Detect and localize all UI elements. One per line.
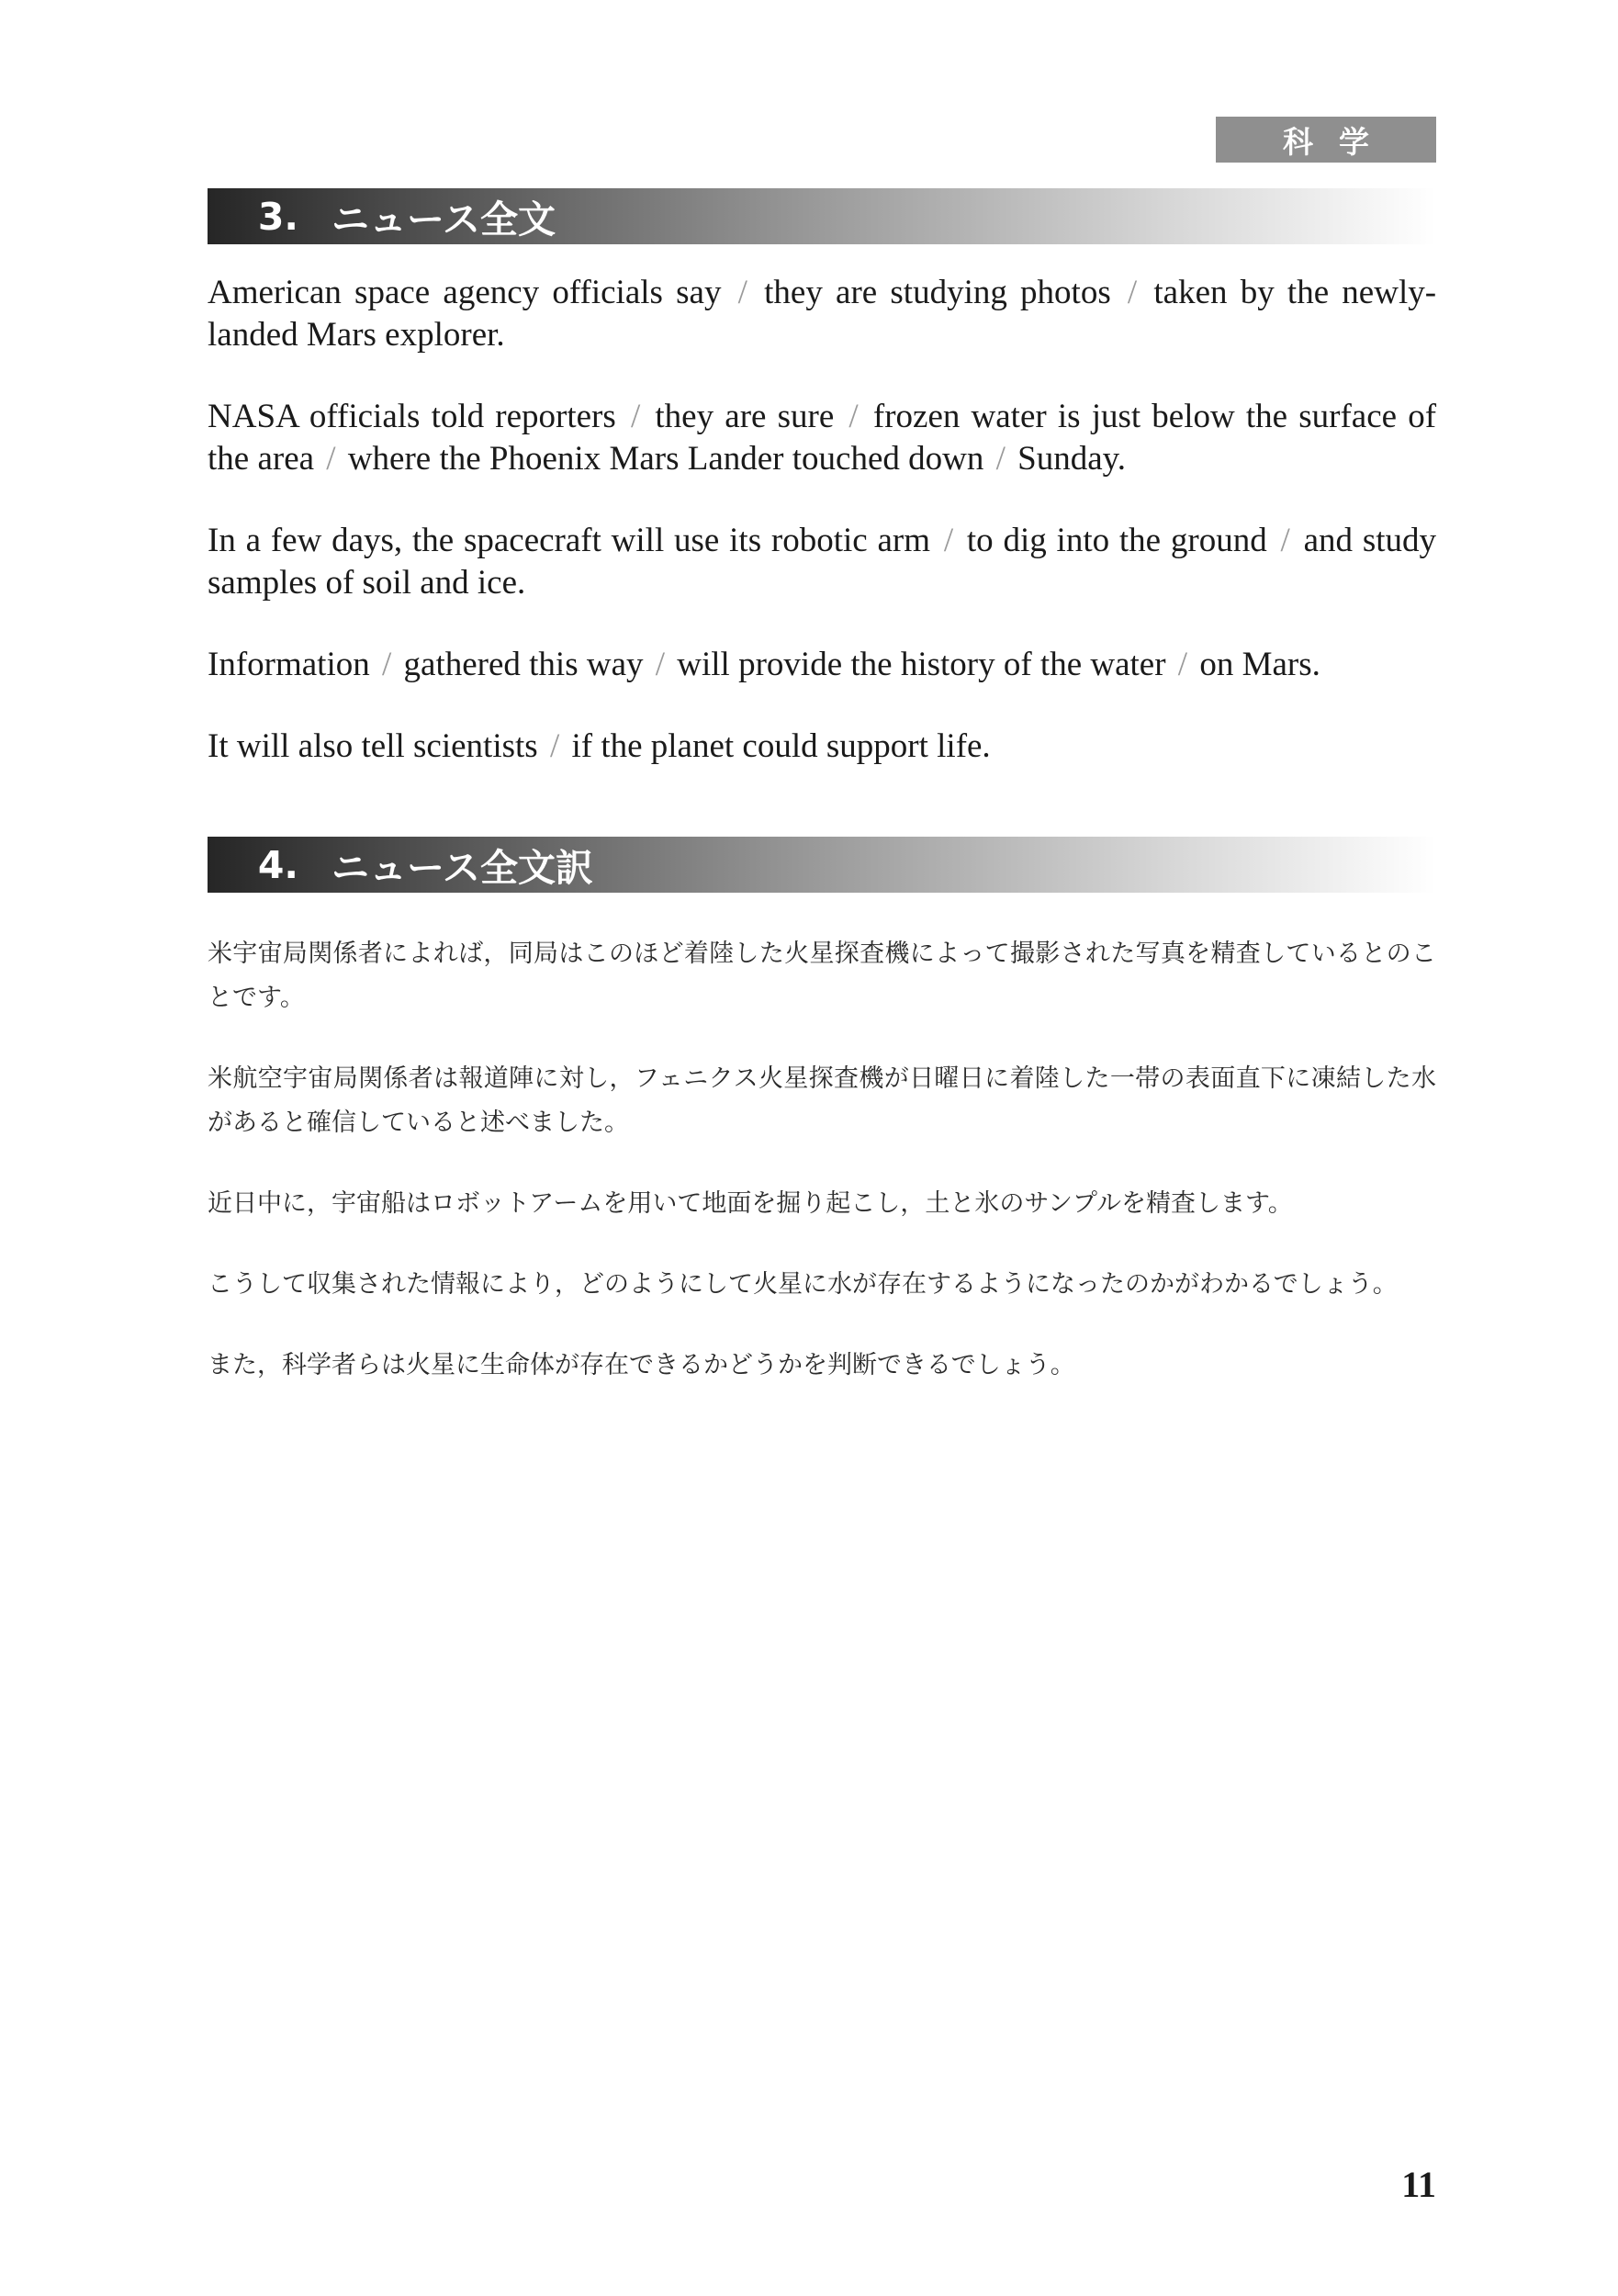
chunk-separator: / xyxy=(326,440,336,478)
chunk-separator: / xyxy=(549,727,560,765)
sense-chunk: gathered this way xyxy=(403,646,644,683)
sense-chunk: where the Phoenix Mars Lander touched down xyxy=(347,440,984,478)
chunk-separator: / xyxy=(848,398,859,435)
section-heading-news-translation xyxy=(208,837,1436,893)
japanese-paragraph: 米宇宙局関係者によれば，同局はこのほど着陸した火星探査機によって撮影された写真を精査しているとのことです。 xyxy=(208,940,1436,1012)
section-title: ニュース全文 xyxy=(331,197,556,242)
chunk-separator: / xyxy=(655,646,666,683)
section-heading-news-text xyxy=(208,188,1436,244)
english-paragraph xyxy=(208,396,1436,480)
sense-chunk: American space agency officials say xyxy=(208,274,722,311)
english-paragraph xyxy=(208,726,1436,768)
page-number: 11 xyxy=(1401,2164,1436,2205)
chunk-separator: / xyxy=(737,274,747,311)
sense-chunk: NASA officials told reporters xyxy=(208,398,616,435)
chunk-separator: / xyxy=(1177,646,1188,683)
japanese-translation-text xyxy=(208,932,1436,1424)
japanese-paragraph: また，科学者らは火星に生命体が存在できるかどうかを判断できるでしょう。 xyxy=(208,1351,1075,1379)
sense-chunk: they are studying photos xyxy=(764,274,1111,311)
chunk-separator: / xyxy=(381,646,392,683)
japanese-paragraph: 米航空宇宙局関係者は報道陣に対し，フェニクス火星探査機が日曜日に着陸した一帯の表面直下に凍結した水があると確信していると述べました。 xyxy=(208,1064,1436,1137)
section-number: 3. xyxy=(257,194,298,239)
chunk-separator: / xyxy=(630,398,641,435)
sense-chunk: they are sure xyxy=(655,398,835,435)
sense-chunk: It will also tell scientists xyxy=(208,727,538,765)
english-paragraph xyxy=(208,644,1436,686)
sense-chunk: Sunday. xyxy=(1017,440,1126,478)
chunk-separator: / xyxy=(1127,274,1138,311)
sense-chunk: frozen water is just below the surface of the area xyxy=(208,398,1437,478)
chunk-separator: / xyxy=(1280,522,1290,559)
english-news-text xyxy=(208,272,1436,807)
sense-chunk: In a few days, the spacecraft will use its robotic arm xyxy=(208,522,931,559)
sense-chunk: on Mars. xyxy=(1199,646,1320,683)
japanese-paragraph: 近日中に，宇宙船はロボットアームを用いて地面を掘り起こし，土と氷のサンプルを精査します。 xyxy=(208,1189,1293,1218)
sense-chunk: Information xyxy=(208,646,370,683)
sense-chunk: if the planet could support life. xyxy=(571,727,991,765)
sense-chunk: and study samples of soil and ice. xyxy=(208,522,1437,602)
section-title: ニュース全文訳 xyxy=(331,846,593,890)
sense-chunk: taken by the newly-landed Mars explorer. xyxy=(208,274,1437,354)
japanese-paragraph: こうして収集された情報により，どのようにして火星に水が存在するようになったのかがわかるでしょう。 xyxy=(208,1270,1398,1299)
category-tab: 科学 xyxy=(1216,117,1436,163)
section-number: 4. xyxy=(257,842,298,887)
english-paragraph xyxy=(208,272,1436,356)
chunk-separator: / xyxy=(943,522,954,559)
english-paragraph xyxy=(208,520,1436,604)
chunk-separator: / xyxy=(995,440,1006,478)
sense-chunk: to dig into the ground xyxy=(966,522,1267,559)
sense-chunk: will provide the history of the water xyxy=(677,646,1166,683)
